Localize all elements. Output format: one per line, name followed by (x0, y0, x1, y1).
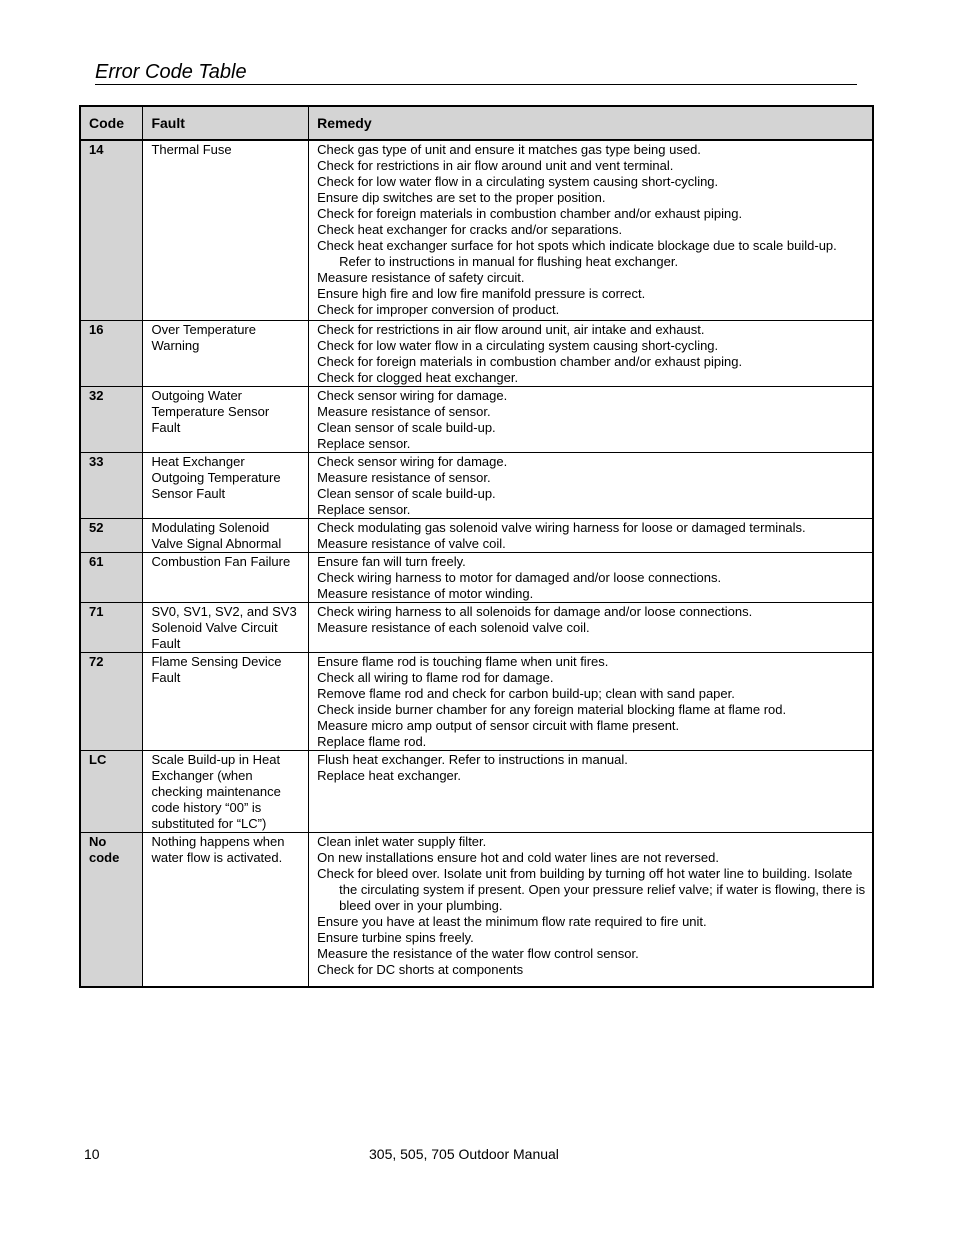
fault-description: SV0, SV1, SV2, and SV3 Solenoid Valve Circuit Fault (151, 603, 297, 651)
remedy-step: Check modulating gas solenoid valve wiring harness for loose or damaged terminals. (317, 519, 806, 535)
remedy-step: Measure resistance of valve coil. (317, 535, 506, 551)
remedy-step: Check wiring harness to all solenoids for damage and/or loose connections. (317, 603, 753, 619)
remedy-step: Measure resistance of sensor. (317, 403, 491, 419)
fault-description: Heat Exchanger Outgoing Temperature Sensor Fault (151, 453, 281, 501)
remedy-cell (309, 452, 873, 518)
remedy-step: Ensure flame rod is touching flame when unit fires. (317, 653, 609, 669)
error-code: LC (89, 751, 107, 767)
table-header-row (80, 106, 873, 140)
error-code-cell (80, 832, 143, 987)
remedy-step: Check wiring harness to motor for damaged and/or loose connections. (317, 569, 722, 585)
remedy-step: Ensure fan will turn freely. (317, 553, 466, 569)
fault-description: Nothing happens when water flow is activated. (151, 833, 285, 865)
table-row (80, 552, 873, 602)
manual-title: 305, 505, 705 Outdoor Manual (369, 1146, 559, 1162)
remedy-step: Check for clogged heat exchanger. (317, 369, 519, 385)
page-title: Error Code Table (95, 60, 857, 85)
error-code: 61 (89, 553, 104, 569)
fault-cell (143, 652, 309, 750)
remedy-step: Check for restrictions in air flow around unit and vent terminal. (317, 158, 674, 173)
fault-cell (143, 518, 309, 552)
remedy-step: Check for foreign materials in combustion chamber and/or exhaust piping. (317, 353, 743, 369)
remedy-step: Measure resistance of sensor. (317, 469, 491, 485)
fault-cell (143, 552, 309, 602)
remedy-step: Ensure turbine spins freely. (317, 929, 474, 945)
remedy-cell (309, 386, 873, 452)
error-code-cell (80, 652, 143, 750)
remedy-step: Check heat exchanger surface for hot spots which indicate blockage due to scale build-up. Refer to instructions in manual for flushing heat exchanger. (317, 238, 837, 269)
remedy-step: Check for low water flow in a circulating system causing short-cycling. (317, 337, 719, 353)
remedy-step: Check for restrictions in air flow around unit, air intake and exhaust. (317, 321, 705, 337)
remedy-step: Flush heat exchanger. Refer to instructions in manual. (317, 751, 628, 767)
remedy-step: Remove flame rod and check for carbon build-up; clean with sand paper. (317, 685, 735, 701)
error-code-cell (80, 320, 143, 386)
error-code: No code (89, 833, 120, 865)
remedy-cell (309, 140, 873, 320)
table-row (80, 140, 873, 320)
error-code-cell (80, 140, 143, 320)
table-row (80, 750, 873, 832)
fault-description: Combustion Fan Failure (151, 553, 291, 569)
fault-description: Over Temperature Warning (151, 321, 256, 353)
error-code-cell (80, 602, 143, 652)
remedy-step: Check for bleed over. Isolate unit from building by turning off hot water line to building. Isolate the circulating system if present. Open your pressure relief valve; if water is flowing, there is bleed over in your plumbing. (317, 865, 866, 913)
remedy-step: Ensure high fire and low fire manifold pressure is correct. (317, 286, 646, 301)
remedy-step: Check for low water flow in a circulating system causing short-cycling. (317, 174, 719, 189)
remedy-step: Check heat exchanger for cracks and/or separations. (317, 222, 623, 237)
remedy-step: Check for improper conversion of product. (317, 302, 560, 317)
fault-column-header: Fault (143, 106, 309, 140)
fault-cell (143, 832, 309, 987)
fault-cell (143, 602, 309, 652)
remedy-cell (309, 602, 873, 652)
remedy-step: Measure resistance of each solenoid valve coil. (317, 619, 590, 635)
table-row (80, 602, 873, 652)
remedy-step: Measure micro amp output of sensor circuit with flame present. (317, 717, 680, 733)
remedy-step: Replace flame rod. (317, 733, 427, 749)
remedy-cell (309, 320, 873, 386)
remedy-cell (309, 518, 873, 552)
remedy-step: Check sensor wiring for damage. (317, 387, 508, 403)
error-code: 16 (89, 321, 104, 337)
fault-cell (143, 320, 309, 386)
remedy-step: Check gas type of unit and ensure it matches gas type being used. (317, 142, 701, 157)
fault-description: Scale Build-up in Heat Exchanger (when checking maintenance code history “00” is substituted for “LC”) (151, 751, 281, 831)
table-row (80, 518, 873, 552)
remedy-step: Replace heat exchanger. (317, 767, 461, 783)
error-code: 32 (89, 387, 104, 403)
error-code-cell (80, 518, 143, 552)
remedy-column-header: Remedy (309, 106, 873, 140)
remedy-cell (309, 652, 873, 750)
remedy-step: Measure resistance of motor winding. (317, 585, 534, 601)
remedy-step: Replace sensor. (317, 435, 411, 451)
table-row (80, 452, 873, 518)
remedy-step: Ensure dip switches are set to the proper position. (317, 190, 606, 205)
remedy-step: Measure the resistance of the water flow control sensor. (317, 945, 639, 961)
fault-description: Thermal Fuse (151, 142, 232, 157)
error-code: 71 (89, 603, 104, 619)
remedy-step: Check for DC shorts at components (317, 961, 524, 977)
error-code: 33 (89, 453, 104, 469)
error-code-cell (80, 452, 143, 518)
remedy-cell (309, 552, 873, 602)
remedy-step: Check sensor wiring for damage. (317, 453, 508, 469)
error-code-table (79, 105, 874, 988)
fault-cell (143, 750, 309, 832)
remedy-step: Ensure you have at least the minimum flow rate required to fire unit. (317, 913, 707, 929)
error-code: 52 (89, 519, 104, 535)
fault-description: Modulating Solenoid Valve Signal Abnormal (151, 519, 282, 551)
remedy-cell (309, 750, 873, 832)
fault-cell (143, 386, 309, 452)
remedy-step: Clean inlet water supply filter. (317, 833, 487, 849)
fault-description: Flame Sensing Device Fault (151, 653, 282, 685)
fault-cell (143, 140, 309, 320)
error-code-cell (80, 386, 143, 452)
table-row (80, 320, 873, 386)
remedy-cell (309, 832, 873, 987)
fault-description: Outgoing Water Temperature Sensor Fault (151, 387, 270, 435)
page-number: 10 (84, 1146, 100, 1162)
fault-cell (143, 452, 309, 518)
error-code-cell (80, 750, 143, 832)
remedy-step: Check for foreign materials in combustion chamber and/or exhaust piping. (317, 206, 743, 221)
remedy-step: Measure resistance of safety circuit. (317, 270, 525, 285)
code-column-header: Code (80, 106, 143, 140)
error-code: 14 (89, 142, 104, 157)
remedy-step: Check inside burner chamber for any foreign material blocking flame at flame rod. (317, 701, 787, 717)
remedy-step: Check all wiring to flame rod for damage. (317, 669, 554, 685)
remedy-step: Replace sensor. (317, 501, 411, 517)
remedy-step: On new installations ensure hot and cold water lines are not reversed. (317, 849, 719, 865)
remedy-step: Clean sensor of scale build-up. (317, 485, 496, 501)
remedy-step: Clean sensor of scale build-up. (317, 419, 496, 435)
table-row (80, 386, 873, 452)
table-row (80, 652, 873, 750)
error-code-cell (80, 552, 143, 602)
table-row (80, 832, 873, 987)
error-code: 72 (89, 653, 104, 669)
